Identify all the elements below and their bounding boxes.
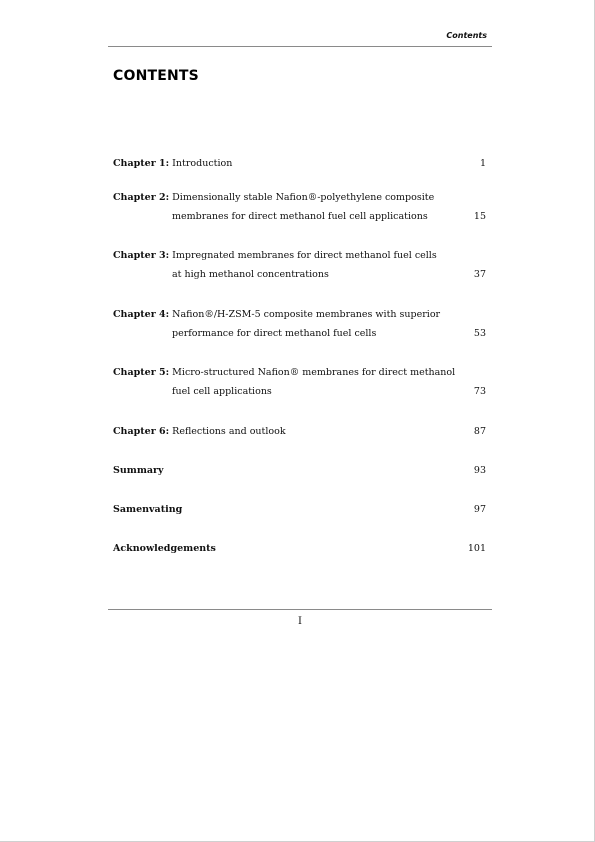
toc-entry-title: Reflections and outlook — [172, 426, 286, 437]
toc-entry-page: 101 — [467, 543, 486, 554]
toc-entry-label: Chapter 6: — [113, 426, 170, 437]
toc-entry-title: Dimensionally stable Nafion®-polyethylene composite — [172, 192, 435, 203]
toc-entry-page: 97 — [473, 504, 486, 515]
toc-entry-title: Nafion®/H-ZSM-5 composite membranes with superior — [172, 309, 441, 320]
toc-entry-title-continued: at high methanol concentrations — [172, 269, 329, 280]
page-title: CONTENTS — [113, 68, 199, 84]
toc-entry-page: 53 — [473, 328, 486, 339]
toc-entry-page: 37 — [473, 269, 486, 280]
page-number: I — [298, 616, 302, 627]
toc-entry-label: Summary — [113, 465, 164, 476]
toc-entry-title: Impregnated membranes for direct methanol fuel cells — [172, 250, 437, 261]
toc-entry-label: Chapter 2: — [113, 192, 170, 203]
toc-entry-page: 1 — [479, 158, 486, 169]
toc-entry-label: Chapter 1: — [113, 158, 170, 169]
toc-entry-title-continued: performance for direct methanol fuel cells — [172, 328, 377, 339]
footer-rule — [108, 609, 492, 610]
toc-entry-title: Micro-structured Nafion® membranes for direct methanol — [172, 367, 456, 378]
toc-entry-label: Chapter 3: — [113, 250, 170, 261]
toc-entry-label: Chapter 5: — [113, 367, 170, 378]
running-header: Contents — [446, 31, 487, 40]
header-rule — [108, 46, 492, 47]
toc-entry-label: Samenvating — [113, 504, 183, 515]
toc-entry-page: 73 — [473, 386, 486, 397]
toc-entry-page: 87 — [473, 426, 486, 437]
toc-entry-label: Acknowledgements — [113, 543, 216, 554]
toc-entry-title-continued: membranes for direct methanol fuel cell applications — [172, 211, 428, 222]
toc-entry-page: 93 — [473, 465, 486, 476]
toc-entry-page: 15 — [473, 211, 486, 222]
toc-entry-title: Introduction — [172, 158, 233, 169]
toc-entry-label: Chapter 4: — [113, 309, 170, 320]
toc-entry-title-continued: fuel cell applications — [172, 386, 272, 397]
